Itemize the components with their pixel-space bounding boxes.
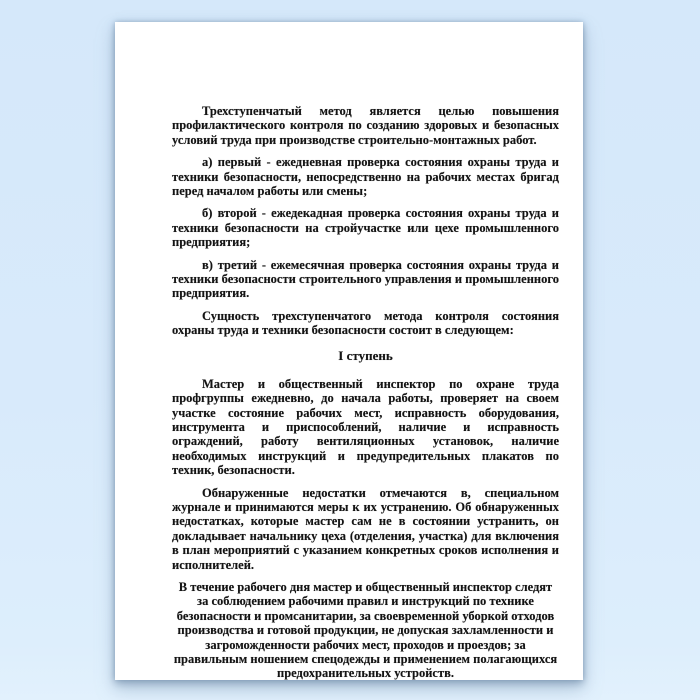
list-item-third-stage: в) третий - ежемесячная проверка состояния охраны труда и техники безопасности строительного управления и промышленного предприятия.: [172, 257, 559, 301]
list-item-first-stage: а) первый - ежедневная проверка состояния охраны труда и техники безопасности, непосредственно на рабочих местах бригад перед началом работы или смены;: [172, 155, 559, 199]
paragraph-defects-journal: Обнаруженные недостатки отмечаются в, специальном журнале и принимаются меры к их устранению. Об обнаруженных недостатках, которые мастер сам не в состоянии устранить, он докладывает начальнику цеха (отделения, участка) для включения в план мероприятий с указанием конкретных сроков исполнения и исполнителей.: [172, 485, 559, 572]
document-page: [115, 22, 583, 680]
paragraph-essence: Сущность трехступенчатого метода контроля состояния охраны труда и техники безопасности состоит в следующем:: [172, 308, 559, 338]
list-item-second-stage: б) второй - ежедекадная проверка состояния охраны труда и техники безопасности на стройучастке или цехе промышленного предприятия;: [172, 206, 559, 250]
paragraph-intro: Трехступенчатый метод является целью повышения профилактического контроля по созданию здоровых и безопасных условий труда при производстве строительно-монтажных работ.: [172, 104, 559, 147]
section-heading-stage-one: I ступень: [338, 347, 393, 363]
paragraph-workday-supervision: В течение рабочего дня мастер и общественный инспектор следят за соблюдением рабочими правил и инструкций по технике безопасности и промсанитарии, за своевременной уборкой отходов производства и готовой продукции, не допуская захламленности и загроможденности рабочих мест, проходов и проездов; за правильным ношением спецодежды и применением полагающихся предохранительных устройств.: [173, 579, 558, 681]
paragraph-master-duties: Мастер и общественный инспектор по охране труда профгруппы ежедневно, до начала работы, проверяет на своем участке состояние рабочих мест, исправность оборудования, инструмента и приспособлений, наличие и исправность ограждений, работу вентиляционных установок, наличие необходимых инструкций и предупредительных плакатов по техник, безопасности.: [172, 376, 559, 478]
